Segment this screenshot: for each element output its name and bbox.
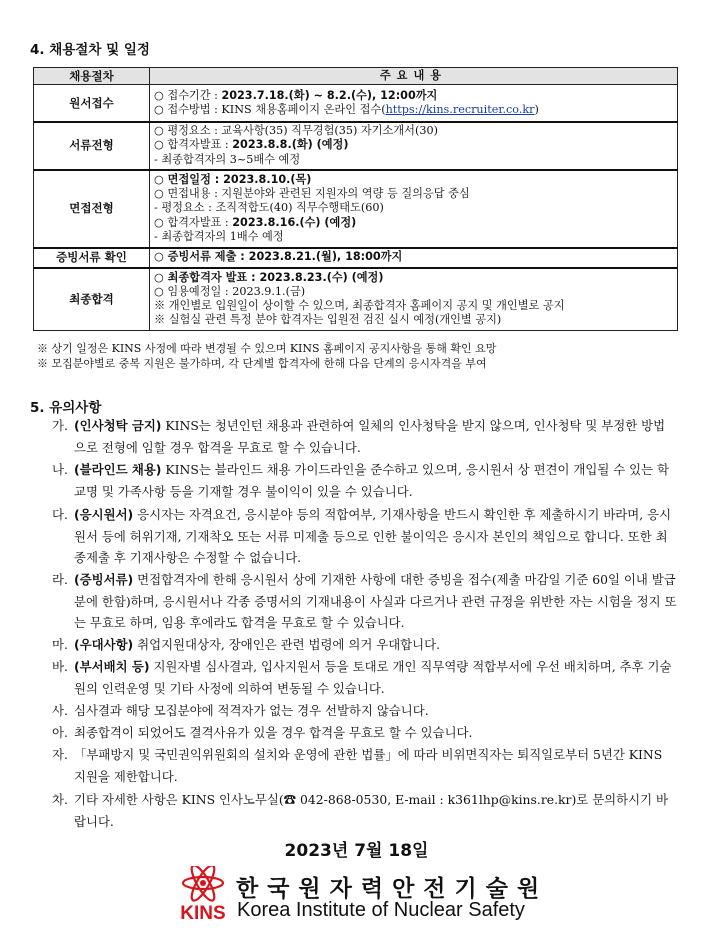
section5-title: 5. 유의사항: [30, 400, 102, 416]
stage-label: 원서접수: [34, 85, 150, 122]
schedule-note: ※ 모집분야별로 중복 지원은 불가하며, 각 단계별 합격자에 한해 다음 단계의 응시자격을 부여: [37, 357, 487, 370]
org-name-korean: 한국원자력안전기술원: [236, 876, 549, 902]
notice-item: 다. (응시원서) 응시자는 자격요건, 응시분야 등의 적합여부, 기재사항을 반드시 확인한 후 제출하시기 바라며, 응시원서 등에 허위기재, 기재착오 또는 서류 미제출 등으로 인한 불이익은 응시자 본인의 책임으로 합니다. 또한 최종제출 후 기재사항은 수정할 수 없습니다.: [52, 507, 672, 565]
schedule-row: 증빙서류 확인 ○ 증빙서류 제출 : 2023.8.21.(월), 18:00까지: [34, 248, 678, 268]
notice-item: 마. (우대사항) 취업지원대상자, 장애인은 관련 법령에 의거 우대합니다.: [52, 637, 441, 652]
atom-icon: [183, 866, 223, 903]
schedule-table: [33, 67, 678, 331]
schedule-row: 최종합격 ○ 최종합격자 발표 : 2023.8.23.(수) (예정) ○ 임용예정일 : 2023.9.1.(금) ※ 개인별로 입원일이 상이할 수 있으며, 최종합격자 홈페이지 공지 및 개인별로 공지 ※ 실험실 관련 특정 분야 합격자는 입원전 검진 실시 예정(개인별 공지): [34, 268, 678, 331]
section4-title: 4. 채용절차 및 일정: [30, 42, 150, 58]
logo-text: KINS: [180, 903, 226, 922]
schedule-note: ※ 상기 일정은 KINS 사정에 따라 변경될 수 있으며 KINS 홈페이지 공지사항을 통해 확인 요망: [37, 342, 497, 355]
announcement-date: 2023년 7월 18일: [284, 841, 429, 861]
notice-item: 아. 최종합격이 되었어도 결격사유가 있을 경우 합격을 무효로 할 수 있습니다.: [52, 725, 473, 740]
stage-label: 증빙서류 확인: [34, 248, 150, 268]
stage-label: 최종합격: [34, 268, 150, 331]
notice-item: 라. (증빙서류) 면접합격자에 한해 응시원서 상에 기재한 사항에 대한 증빙을 접수(제출 마감일 기준 60일 이내 발급분에 한함)하며, 응시원서나 각종 증명서의 기재내용이 사실과 다르거나 관련 규정을 위반한 자는 시험을 정지 또는 무효로 하며, 임용 후에라도 합격을 무효로 할 수 있습니다.: [52, 572, 677, 630]
kins-logo: [172, 866, 234, 922]
header-content: 주요내용: [150, 68, 678, 85]
notice-item: 가. (인사청탁 금지) KINS는 청년인턴 채용과 관련하여 일체의 인사청탁을 받지 않으며, 인사청탁 및 부정한 방법으로 전형에 임할 경우 합격을 무효로 할 수 있습니다.: [52, 418, 666, 455]
schedule-header-row: [34, 68, 678, 85]
org-name-english: Korea Institute of Nuclear Safety: [237, 899, 525, 921]
schedule-row: 원서접수 ○ 접수기간 : 2023.7.18.(화) ~ 8.2.(수), 12:00까지 ○ 접수방법 : KINS 채용홈페이지 온라인 접수(https://kins.recruiter.co.kr): [34, 85, 678, 122]
notice-item: 차. 기타 자세한 사항은 KINS 인사노무실(☎ 042-868-0530, E-mail : k361lhp@kins.re.kr)로 문의하시기 바랍니다.: [52, 792, 668, 829]
schedule-row: 면접전형 ○ 면접일정 : 2023.8.10.(목) ○ 면접내용 : 지원분야와 관련된 지원자의 역량 등 질의응답 중심 - 평정요소 : 조직적합도(40) 직무수행태도(60) ○ 합격자발표 : 2023.8.16.(수) (예정) - 최종합격자의 1배수 예정: [34, 170, 678, 248]
notice-item: 나. (블라인드 채용) KINS는 블라인드 채용 가이드라인을 준수하고 있으며, 응시원서 상 편견이 개입될 수 있는 학교명 및 가족사항 등을 기재할 경우 불이익이 있을 수 있습니다.: [52, 462, 670, 499]
notice-item: 바. (부서배치 등) 지원자별 심사결과, 입사지원서 등을 토대로 개인 직무역량 적합부서에 우선 배치하며, 추후 기술원의 인력운영 및 기타 사정에 의하여 변동될 수 있습니다.: [52, 659, 672, 696]
recruit-site-link[interactable]: https://kins.recruiter.co.kr: [385, 102, 535, 116]
stage-label: 서류전형: [34, 122, 150, 170]
notice-item: 자. 「부패방지 및 국민권익위원회의 설치와 운영에 관한 법률」에 따라 비위면직자는 퇴직일로부터 5년간 KINS 지원을 제한합니다.: [52, 747, 663, 784]
schedule-row: 서류전형 ○ 평정요소 : 교육사항(35) 직무경험(35) 자기소개서(30) ○ 합격자발표 : 2023.8.8.(화) (예정) - 최종합격자의 3~5배수 예정: [34, 122, 678, 170]
stage-label: 면접전형: [34, 170, 150, 248]
notice-item: 사. 심사결과 해당 모집분야에 적격자가 없는 경우 선발하지 않습니다.: [52, 703, 429, 718]
header-stage: 채용절차: [34, 68, 150, 85]
